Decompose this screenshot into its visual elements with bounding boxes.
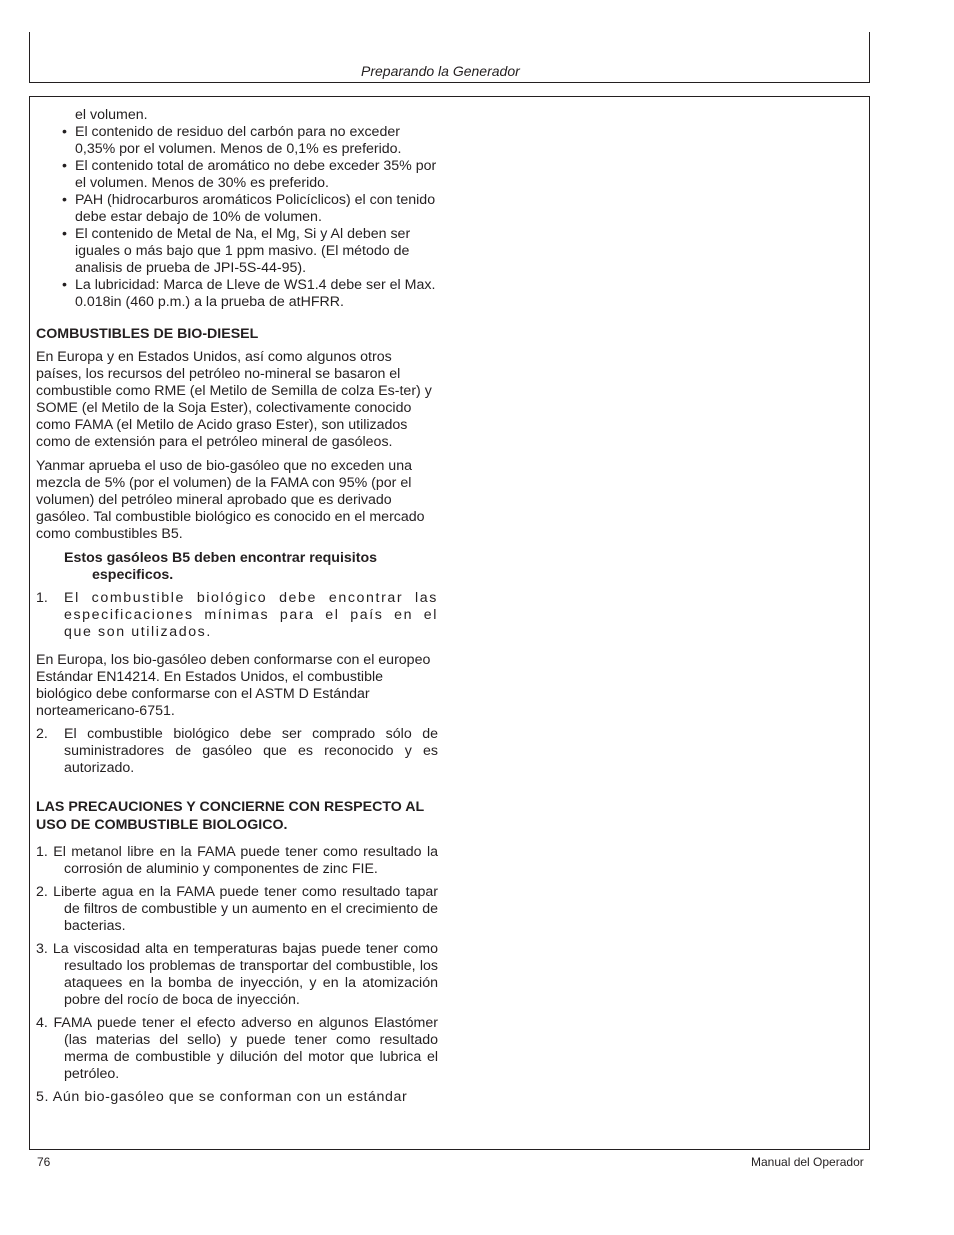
list-item: • El contenido de residuo del carbón para no exceder 0,35% por el volumen. Menos de 0,1% es preferido.: [62, 124, 402, 157]
precautions-heading: LAS PRECAUCIONES Y CONCIERNE CON RESPECTO AL USO DE COMBUSTIBLE BIOLOGICO.: [36, 799, 424, 833]
list-item: 2. El combustible biológico debe ser comprado sólo de suministradores de gasóleo que es reconocido y es autorizado.: [36, 726, 438, 776]
list-item: 1. El metanol libre en la FAMA puede tener como resultado la corrosión de aluminio y componentes de zinc FIE.: [36, 844, 438, 877]
list-item: 2. Liberte agua en la FAMA puede tener como resultado tapar de filtros de combustible y un aumento en el crecimiento de bacterias.: [36, 884, 438, 934]
list-item: • PAH (hidrocarburos aromáticos Policíclicos) el con tenido debe estar debajo de 10% de volumen.: [62, 192, 436, 225]
biodiesel-numbered-list: [36, 590, 438, 641]
biodiesel-numbered-list-2: [36, 726, 438, 777]
biodiesel-paragraph-2: Yanmar aprueba el uso de bio-gasóleo que no exceden una mezcla de 5% (por el volumen) de la FAMA con 95% (por el volumen) del petróleo mineral aprobado que es derivado gasóleo. Tal combustible biológico es conocido en el mercado como combustibles B5.: [36, 458, 425, 542]
list-item: • La lubricidad: Marca de Lleve de WS1.4 debe ser el Max. 0.018in (460 p.m.) a la prueba de atHFRR.: [62, 277, 436, 310]
list-item: 1. El combustible biológico debe encontrar las especificaciones mínimas para el país en el que son utilizados.: [36, 590, 438, 640]
requirement-note: Estos gasóleos B5 deben encontrar requisitos especificos.: [64, 550, 377, 583]
precautions-list: [36, 844, 438, 1106]
biodiesel-paragraph-1: En Europa y en Estados Unidos, así como algunos otros países, los recursos del petróleo no-mineral se basaron el combustible como RME (el Metilo de Semilla de colza Es-ter) y SOME (el Metilo de la Soja Ester), colectivamente conocido como FAMA (el Metilo de Acido graso Ester), son utilizados como de extensión para el petróleo mineral de gasóleos.: [36, 349, 432, 450]
list-item: 4. FAMA puede tener el efecto adverso en algunos Elastómer (las materias del sello) y puede tener como resultado merma de combustible y dilución del motor que lubrica el petróleo.: [36, 1015, 438, 1082]
list-continuation: el volumen.: [75, 107, 148, 123]
manual-title: Manual del Operador: [751, 1155, 864, 1169]
list-item: 5. Aún bio-gasóleo que se conforman con un estándar: [36, 1089, 408, 1105]
page-header-title: Preparando la Generador: [361, 63, 520, 79]
page-number: 76: [37, 1155, 51, 1169]
list-item: • El contenido total de aromático no debe exceder 35% por el volumen. Menos de 30% es preferido.: [62, 158, 437, 191]
spec-bullet-list: [36, 124, 438, 311]
list-item: • El contenido de Metal de Na, el Mg, Si y Al deben ser iguales o más bajo que 1 ppm masivo. (El método de analisis de prueba de JPI-5S-44-95).: [62, 226, 411, 276]
standard-note: En Europa, los bio-gasóleo deben conformarse con el europeo Estándar EN14214. En Estados Unidos, el combustible biológico debe conformarse con el ASTM D Estándar norteamericano-6751.: [36, 652, 431, 719]
biodiesel-heading: COMBUSTIBLES DE BIO-DIESEL: [36, 326, 259, 342]
left-column: [36, 107, 438, 1106]
list-item: 3. La viscosidad alta en temperaturas bajas puede tener como resultado los problemas de transportar del combustible, los ataquees en la bomba de inyección, y en la atomización pobre del rocío de boca de inyección.: [36, 941, 438, 1008]
